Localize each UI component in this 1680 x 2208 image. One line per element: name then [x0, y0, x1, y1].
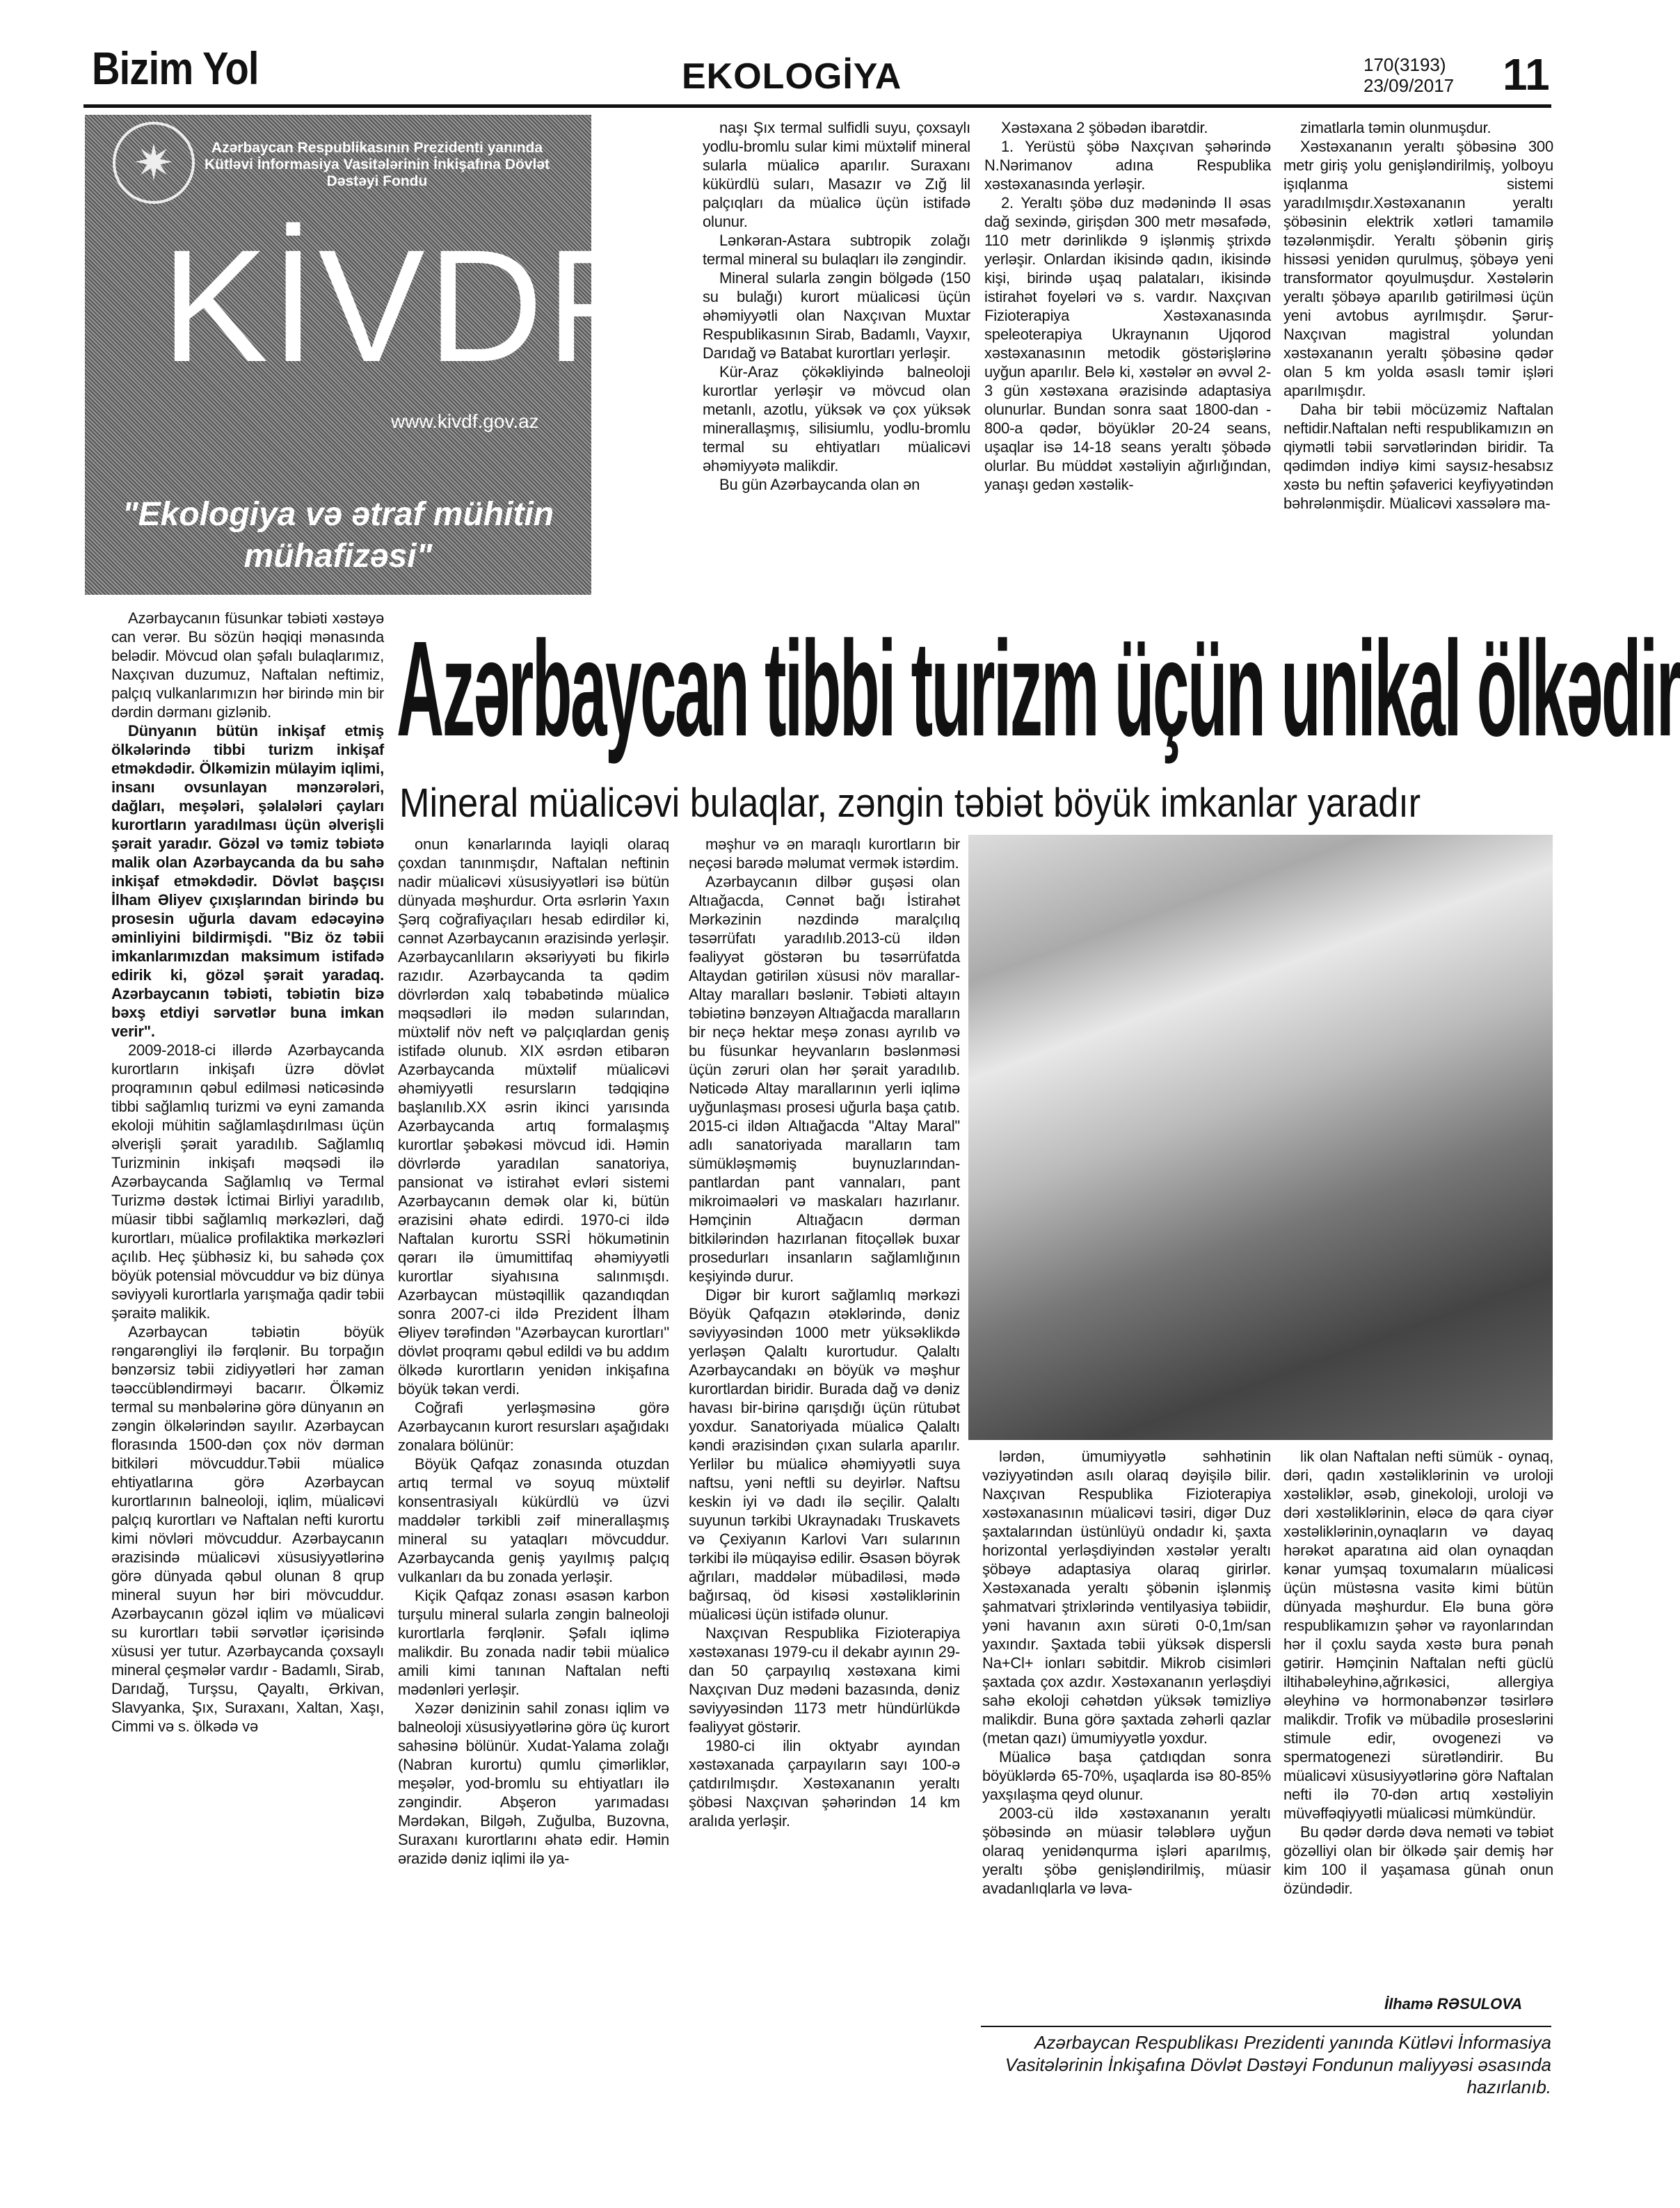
article-column-top-1	[703, 118, 970, 607]
paragraph: Dünyanın bütün inkişaf etmiş ölkələrində tibbi turizm inkişaf etməkdədir. Ölkəmizin mülayim iqlimi, insanı ovsunlayan mənzərələri, dağları, meşələri, şəlalələri çayları kurortların yaradılması üçün əlverişli şərait yaradır. Gözəl və təmiz təbiətə malik olan Azərbaycanda da bu sahə inkişaf etməkdədir. Dövlət başçısı İlham Əliyev çıxışlarından birində bu prosesin uğurla davam edəcəyinə əminliyini bildirmişdi. "Biz öz təbii imkanlarımızdan maksimum istifadə edirik ki, gözəl şərait yaradaq. Azərbaycanın təbiəti, təbiətin bizə bəxş etdiyi sərvətlər buna imkan verir".	[111, 722, 384, 1040]
paragraph: naşı Şıx termal sulfidli suyu, çoxsaylı yodlu-bromlu sular kimi müxtəlif mineral sularla müalicə aparılır. Suraxanı kükürdlü suları, Masazır və Zığ lil palçıqları da müalicə üçün istifadə olunur.	[703, 119, 970, 230]
paragraph: 2. Yeraltı şöbə duz mədənində II əsas dağ sexində, girişdən 300 metr məsafədə, 110 metr dərinlikdə 9 işlənmiş ştrixdə yerləşir. Onlardan ikisində qadın, ikisində kişi, birində uşaq palataları, ikisində istirahət foyeləri və s. vardır. Naxçıvan Fizioterapiya Xəstəxanasında speleoterapiya Ukraynanın Ujqorod xəstəxanasının metodik göstərişlərinə uyğun aparılır. Belə ki, xəstələr ən əvvəl 2-3 gün xəstəxana ərazisində adaptasiya olunurlar. Bundan sonra saat 1800-dan - 800-a qədər, böyüklər 20-24 seans, uşaqlar isə 14-18 seans yeraltı şöbədə olurlar. Bu müddət xəstəliyin ağırlığından, yanaşı gedən xəstəlik-	[984, 194, 1271, 493]
paragraph: 1980-ci ilin oktyabr ayından xəstəxanada çarpayıların sayı 100-ə çatdırılmışdır. Xəstəxananın yeraltı şöbəsi Naxçıvan şəhərindən 14 km aralıda yerləşir.	[689, 1737, 960, 1830]
newspaper-masthead: Bizim Yol	[92, 42, 259, 94]
paragraph: Azərbaycanın füsunkar təbiəti xəstəyə can verər. Bu sözün həqiqi mənasında belədir. Mövcud olan şəfalı bulaqlarımız, Naxçıvan duzumuz, Naftalan neftimiz, palçıq vulkanlarımızın hər birində min bir dərdin dərmanı gizlənib.	[111, 609, 384, 721]
kivdf-banner	[85, 115, 647, 595]
paragraph: Bu gün Azərbaycanda olan ən	[719, 476, 920, 493]
banner-slogan: "Ekologiya və ətraf mühitin mühafizəsi"	[122, 496, 554, 575]
page-number: 11	[1503, 49, 1550, 99]
paragraph: Bu qədər dərdə dəva neməti və təbiət gözəlliyi olan bir ölkədə şair demiş hər kim 100 il yaşamasa günah onun özündədir.	[1283, 1823, 1553, 1897]
banner-organization: Azərbaycan Respublikasının Prezidenti yanında Kütləvi İnformasiya Vasitələrinin İnkişafına Dövlət Dəstəyi Fondu	[204, 140, 550, 189]
article-column-top-3	[1283, 118, 1553, 607]
paragraph: Böyük Qafqaz zonasında otuzdan artıq termal və soyuq müxtəlif konsentrasiyalı kükürdlü və üzvi maddələr tərkibli zəif minerallaşmış mineral su yataqları mövcuddur. Azərbaycanda geniş yayılmış palçıq vulkanları da bu zonada yerləşir.	[398, 1455, 669, 1585]
author-signature: İlhamə RƏSULOVA	[1384, 1995, 1523, 2013]
paragraph: lik olan Naftalan nefti sümük - oynaq, dəri, qadın xəstəliklərinin və uroloji xəstəliklər, əsəb, ginekoloji, uroloji və dəri xəstəliklərinin, eləcə də qara ciyər xəstəliklərinin,oynaqların və dayaq hərəkət aparatına aid olan oynaqdan kənar yumşaq toxumaların müalicəsi üçün müstəsna vasitə kimi bütün dünyada məşhurdur. Elə buna görə respublikamızın şəhər və rayonlarından hər il çoxlu sayda xəstə bura pənah gətirir. Həmçinin Naftalan nefti güclü iltihabəleyhinə,ağrıkəsici, allergiya əleyhinə və hormonabənzər təsirlərə malikdir. Trofik və mübadilə proseslərini stimule edir, ovogenezi və spermatogenezi sürətləndirir. Bu müalicəvi xüsusiyyətlərinə görə Naftalan nefti ilə 70-dən artıq xəstəliyin müvəffəqiyyətli müalicəsi mümkündür.	[1283, 1448, 1553, 1822]
paragraph: Naxçıvan Respublika Fizioterapiya xəstəxanası 1979-cu il dekabr ayının 29-dan 50 çarpayılıq xəstəxana kimi Naxçıvan Duz mədəni bazasında, dəniz səviyyəsindən 1173 metr hündürlükdə fəaliyyət göstərir.	[689, 1624, 960, 1736]
article-column-mid-1	[398, 835, 669, 2131]
paragraph: məşhur və ən maraqlı kurortların bir neçəsi barədə məlumat vermək istərdim.	[689, 835, 960, 872]
article-column-top-2	[984, 118, 1271, 607]
paragraph: Digər bir kurort sağlamlıq mərkəzi Böyük Qafqazın ətəklərində, dəniz səviyyəsindən 1000 metr yüksəklikdə yerləşən Qalaltı kurortudur. Qalaltı Azərbaycandakı ən böyük və məşhur kurortlardan biridir. Burada dağ və dəniz havası bir-birinə qarışdığı üçün rütubət yoxdur. Sanatoriyada müalicə Qalaltı kəndi ərazisindən çıxan sularla aparılır. Yerlilər bu müalicə əhəmiyyətli suya naftsu, yəni neftli su deyirlər. Naftsu keskin iyi və dadı ilə seçilir. Qalaltı suyunun tərkibi Ukraynadakı Truskavets və Çexiyanın Karlovi Varı sularının tərkibi ilə müqayisə edilir. Əsasən böyrək ağrıları, maddələr mübadiləsi, mədə bağırsaq, öd kisəsi xəstəliklərinin müalicəsi üçün istifadə olunur.	[689, 1286, 960, 1623]
paragraph: 1. Yerüstü şöbə Naxçıvan şəhərində N.Nərimanov adına Respublika xəstəxanasında yerləşir.	[984, 138, 1271, 193]
header-divider	[83, 104, 1551, 108]
paragraph: Azərbaycan təbiətin böyük rəngarəngliyi ilə fərqlənir. Bu torpağın bənzərsiz təbii zidiyyətləri hər zaman təəccübləndirməyi bacarır. Ölkəmiz termal su mənbələrinə görə dünyanın ən zəngin ölkələrindən sayılır. Azərbaycan florasında 1500-dən çox növ dərman bitkiləri mövcuddur.Təbii müalicə ehtiyatlarına görə Azərbaycan kurortlarının balneoloji, iqlim, müalicəvi palçıq kurortları və Naftalan nefti kurortu kimi növləri mövcuddur. Azərbaycanın ərazisində müalicəvi xüsusiyyətlərinə görə dünyada qəbul olunan 8 qrup mineral suyun hər biri mövcuddur. Azərbaycanın gözəl iqlim və müalicəvi su kurortları təbii sərvətlər içərisində xüsusi yer tutur. Azərbaycanda çoxsaylı mineral çeşmələr vardır - Badamlı, Sirab, Darıdağ, Turşsu, Qayaltı, Ərkivan, Slavyanka, Şıx, Suraxanı, Xaltan, Xaşı, Cimmi və s. ölkədə və	[111, 1323, 384, 1735]
paragraph: Xəstəxananın yeraltı şöbəsinə 300 metr giriş yolu genişləndirilmiş, yolboyu işıqlanma sistemi yaradılmışdır.Xəstəxananın yeraltı şöbəsinin elektrik xətləri tamamilə təzələnmişdir. Yeraltı şöbənin giriş hissəsi yenidən qurulmuş, şöbəyə yeni transformator qoyulmuşdur. Xəstələrin yeraltı şöbəyə aparılıb gətirilməsi üçün yeni avtobus ayrılmışdır. Şərur-Naxçıvan magistral yolundan xəstəxananın yeraltı şöbəsinə qədər olan 5 km yolda əsaslı təmir işləri aparılmışdır.	[1283, 138, 1553, 399]
paragraph: 2003-cü ildə xəstəxananın yeraltı şöbəsində ən müasir tələblərə uyğun olaraq yenidənqurma işləri aparılmış, yeraltı şöbə genişləndirilmiş, müasir avadanlıqlarla və ləva-	[982, 1805, 1271, 1897]
paragraph: Coğrafi yerləşməsinə görə Azərbaycanın kurort resursları aşağıdakı zonalara bölünür:	[398, 1399, 669, 1454]
article-column-left	[111, 609, 384, 2130]
paragraph: Müalicə başa çatdıqdan sonra böyüklərdə 65-70%, uşaqlarda isə 80-85% yaxşılaşma qeyd olunur.	[982, 1748, 1271, 1803]
paragraph: lərdən, ümumiyyətlə səhhətinin vəziyyətindən asılı olaraq dəyişilə bilir. Naxçıvan Respublika Fizioterapiya xəstəxanasının müalicəvi təsiri, digər Duz şaxtalarından üstünlüyü ondadır ki, şaxta horizontal yerləşdiyindən xəstələr yeraltı şöbəyə adaptasiya olaraq girirlər. Xəstəxanada yeraltı şöbənin işlənmiş şahmatvari ştrixlərində ventilyasiya təbiidir, yəni havanın axın sürəti 0-0,1m/san yaxındır. Şaxtada təbii yüksək dispersli Na+Cl+ ionları səbitdir. Mikrob cisimləri şaxtada çox azdır. Xəstəxananın yerləşdiyi sahə ekoloji cəhətdən yüksək təmizliyə malikdir. Buna görə şaxtada zəhərli qazlar (metan qazı) ümumiyyətlə yoxdur.	[982, 1448, 1271, 1747]
paragraph: zimatlarla təmin olunmuşdur.	[1300, 119, 1491, 136]
state-emblem-icon: ✷	[113, 122, 195, 204]
funding-credit: Azərbaycan Respublikası Prezidenti yanında Kütləvi İnformasiya Vasitələrinin İnkişafına Dövlət Dəstəyi Fondunun maliyyəsi əsasında hazırlanıb.	[981, 2026, 1551, 2098]
paragraph: Xəzər dənizinin sahil zonası iqlim və balneoloji xüsusiyyətlərinə görə üç kurort sahəsinə bölünür. Xudat-Yalama zolağı (Nabran kurortu) qumlu çimərliklər, meşələr, yod-bromlu su ehtiyatları ilə zəngindir. Abşeron yarımadası Mərdəkan, Bilgəh, Zuğulba, Buzovna, Suraxanı kurortlarını əhatə edir. Həmin ərazidə dəniz iqlimi ilə ya-	[398, 1699, 669, 1867]
paragraph: Lənkəran-Astara subtropik zolağı termal mineral su bulaqları ilə zəngindir.	[703, 232, 970, 268]
paragraph: Azərbaycanın dilbər guşəsi olan Altıağacda, Cənnət bağı İstirahət Mərkəzinin nəzdində maralçılıq təsərrüfatı yaradılıb.2013-cü ildən fəaliyyət göstərən bu təsərrüfatda Altaydan gətirilən xüsusi növ marallar- Altay maralları bəslənir. Təbiəti altayın təbiətinə bənzəyən Altıağacda maralların bir neçə hektar meşə zonası ayrılıb və bu füsunkar heyvanların bəslənməsi üçün zəruri olan hər şərait yaradılıb. Nəticədə Altay marallarının yerli iqlimə uyğunlaşması prosesi uğurla başa çatıb. 2015-ci ildən Altıağacda "Altay Maral" adlı sanatoriyada maralların tam sümükləşməmiş buynuzlarından- pantlardan pant vannaları, pant mikroimaələri və maskaları hazırlanır. Həmçinin Altıağacın dərman bitkilərindən hazırlanan fitoçəllək buxar prosedurları insanların sağlamlığının keşiyində durur.	[689, 873, 960, 1285]
paragraph: Kür-Araz çökəkliyində balneoloji kurortlar yerləşir və mövcud olan metanlı, azotlu, yüksək və çox yüksək minerallaşmış, silisiumlu, yodlu-bromlu termal su ehtiyatları müalicəvi əhəmiyyətə malikdir.	[703, 363, 970, 474]
paragraph: onun kənarlarında layiqli olaraq çoxdan tanınmışdır, Naftalan neftinin nadir müalicəvi xüsusiyyətləri isə bütün dünyada məşhurdur. Orta əsrlərin Yaxın Şərq coğrafiyaçıları hesab edirdilər ki, cənnət Azərbaycanın ərazisində yerləşir. Azərbaycanlıların əksəriyyəti bu fikirlə razıdır. Azərbaycanda ta qədim dövrlərdən xalq təbabətində müalicə məqsədləri ilə mədən sularından, müxtəlif növ neft və palçıqlardan geniş istifadə olunub. XIX əsrdən etibarən Azərbaycanda müxtəlif müalicəvi əhəmiyyətli resursların tədqiqinə başlanılıb.XX əsrin ikinci yarısında Azərbaycanda artıq formalaşmış kurortlar şəbəkəsi mövcud idi. Həmin dövrlərdə yaradılan sanatoriya, pansionat və istirahət evləri sistemi Azərbaycanın demək olar ki, bütün ərazisini əhatə edirdi. 1970-ci ildə Naftalan kurortu SSRİ hökumətinin qərarı ilə ümumittifaq əhəmiyyətli kurortlar siyahısına salınmışdı. Azərbaycan müstəqillik qazandıqdan sonra 2007-ci ildə Prezident İlham Əliyev tərəfindən "Azərbaycan kurortları" dövlət proqramı qəbul edildi və bu addım ölkədə kurortların yenidən inkişafına böyük təkan verdi.	[398, 835, 669, 1398]
article-column-mid-2	[689, 835, 960, 2131]
banner-logo: KİVDF	[161, 216, 647, 395]
issue-info	[1363, 54, 1454, 96]
section-title: EKOLOGİYA	[682, 56, 902, 97]
article-photo-hikers-lake	[968, 835, 1553, 1440]
banner-url: www.kivdf.gov.az	[391, 410, 539, 432]
paragraph: Xəstəxana 2 şöbədən ibarətdir.	[1001, 119, 1208, 136]
issue-date: 23/09/2017	[1363, 75, 1455, 96]
paragraph: Mineral sularla zəngin bölgədə (150 su bulağı) kurort müalicəsi üçün əhəmiyyətli olan Naxçıvan Muxtar Respublikasının Sirab, Badamlı, Vayxır, Darıdağ və Batabat kurortları yerləşir.	[703, 269, 970, 362]
issue-number: 170(3193)	[1363, 54, 1446, 75]
article-subheadline: Mineral müalicəvi bulaqlar, zəngin təbiət böyük imkanlar yaradır	[399, 781, 1421, 826]
article-headline: Azərbaycan tibbi turizm üçün unikal ölkədir	[397, 612, 1680, 765]
paragraph: 2009-2018-ci illərdə Azərbaycanda kurortların inkişafı üzrə dövlət proqramının qəbul edilməsi nəticəsində tibbi sağlamlıq turizmi və eyni zamanda ekoloji mühitin sağlamlaşdırılması üçün əlverişli şərait yaradılıb. Sağlamlıq Turizminin inkişafı məqsədi ilə Azərbaycanda Sağlamlıq və Termal Turizmə dəstək İctimai Birliyi yaradılıb, müasir tibbi sağlamlıq mərkəzləri, dağ kurortları, müalicə profilaktika mərkəzləri açılıb. Heç şübhəsiz ki, bu sahədə çox böyük potensial mövcuddur və biz dünya səviyyəli kurortlarla yarışmağa qadir təbii şəraitə malikik.	[111, 1041, 384, 1322]
article-column-mid-4	[1283, 1447, 1553, 1992]
paragraph: Kiçik Qafqaz zonası əsasən karbon turşulu mineral sularla zəngin balneoloji kurortlarla fərqlənir. Şəfalı iqlimə malikdir. Bu zonada nadir təbii müalicə amili kimi tanınan Naftalan nefti mədənləri yerləşir.	[398, 1587, 669, 1698]
article-column-mid-3	[982, 1447, 1271, 2010]
paragraph: Daha bir təbii möcüzəmiz Naftalan neftidir.Naftalan nefti respublikamızın ən qiymətli təbii sərvətlərindən biridir. Ta qədimdən indiyə kimi saysız-hesabsız xəstə bu neftin şəfaverici keyfiyyətindən bəhrələnmişdir. Müalicəvi xassələrə ma-	[1283, 401, 1553, 512]
